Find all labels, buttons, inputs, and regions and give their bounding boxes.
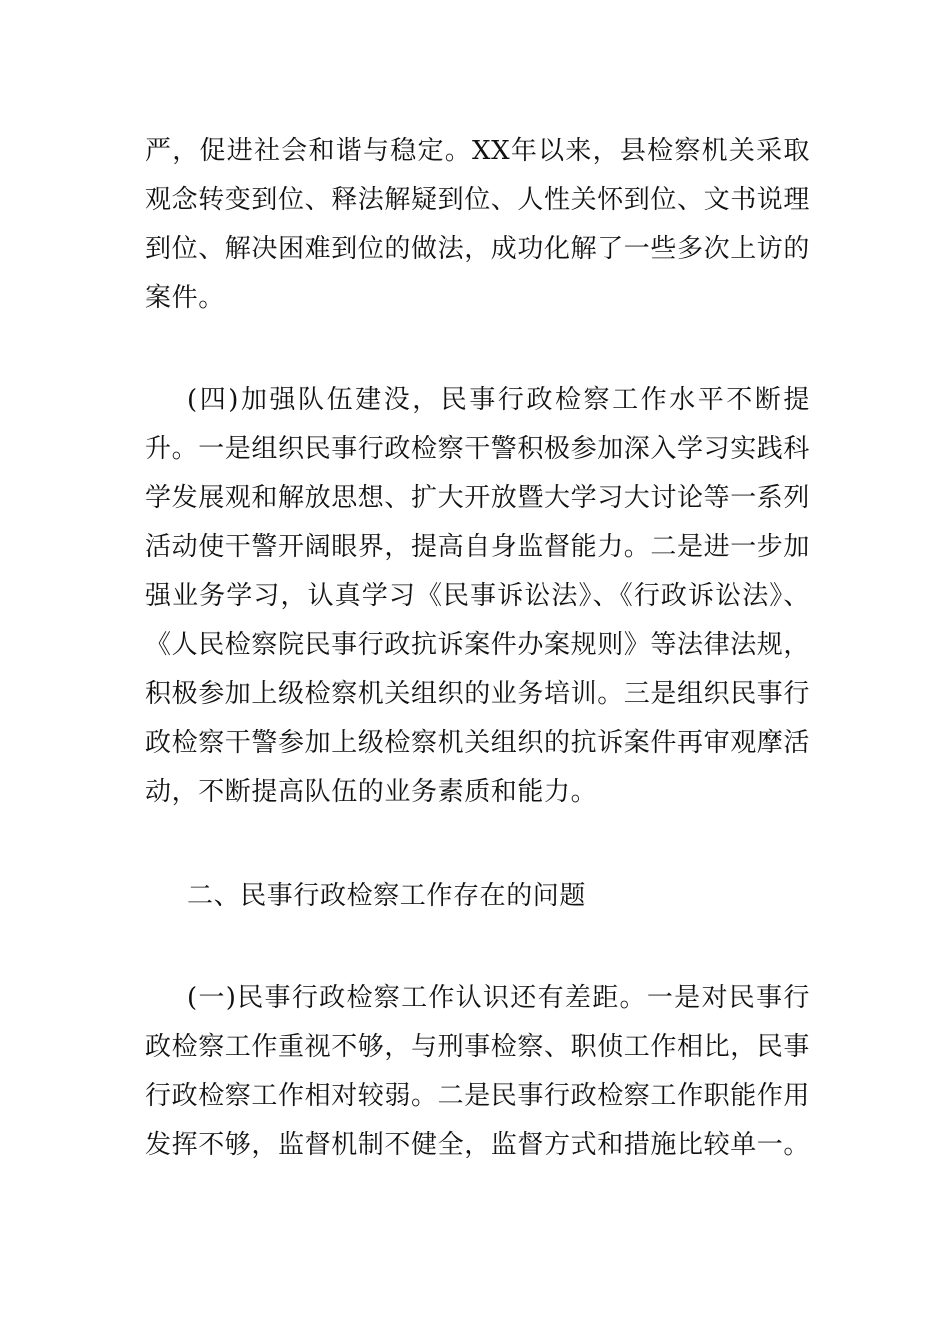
paragraph-awareness-gap: (一)民事行政检察工作认识还有差距。一是对民事行政检察工作重视不够，与刑事检察、职侦工作相比，民事行政检察工作相对较弱。二是民事行政检察工作职能作用发挥不够，监督机制不健全，监督方式和措施比较单一。 — [145, 983, 811, 1160]
paragraph-team-building: (四)加强队伍建没，民事行政检察工作水平不断提升。一是组织民事行政检察干警积极参加深入学习实践科学发展观和解放思想、扩大开放暨大学习大讨论等一系列活动使干警开阔眼界，提高自身监督能力。二是进一步加强业务学习，认真学习《民事诉讼法》、《行政诉讼法》、《人民检察院民事行政抗诉案件办案规则》等法律法规，积极参加上级检察机关组织的业务培训。三是组织民事行政检察干警参加上级检察机关组织的抗诉案件再审观摩活动，不断提高队伍的业务素质和能力。 — [145, 385, 811, 807]
section-heading-problems: 二、民事行政检察工作存在的问题 — [187, 881, 587, 911]
paragraph-continuation: 严，促进社会和谐与稳定。XX年以来，县检察机关采取观念转变到位、释法解疑到位、人性关怀到位、文书说理到位、解决困难到位的做法，成功化解了一些多次上访的案件。 — [145, 136, 811, 313]
